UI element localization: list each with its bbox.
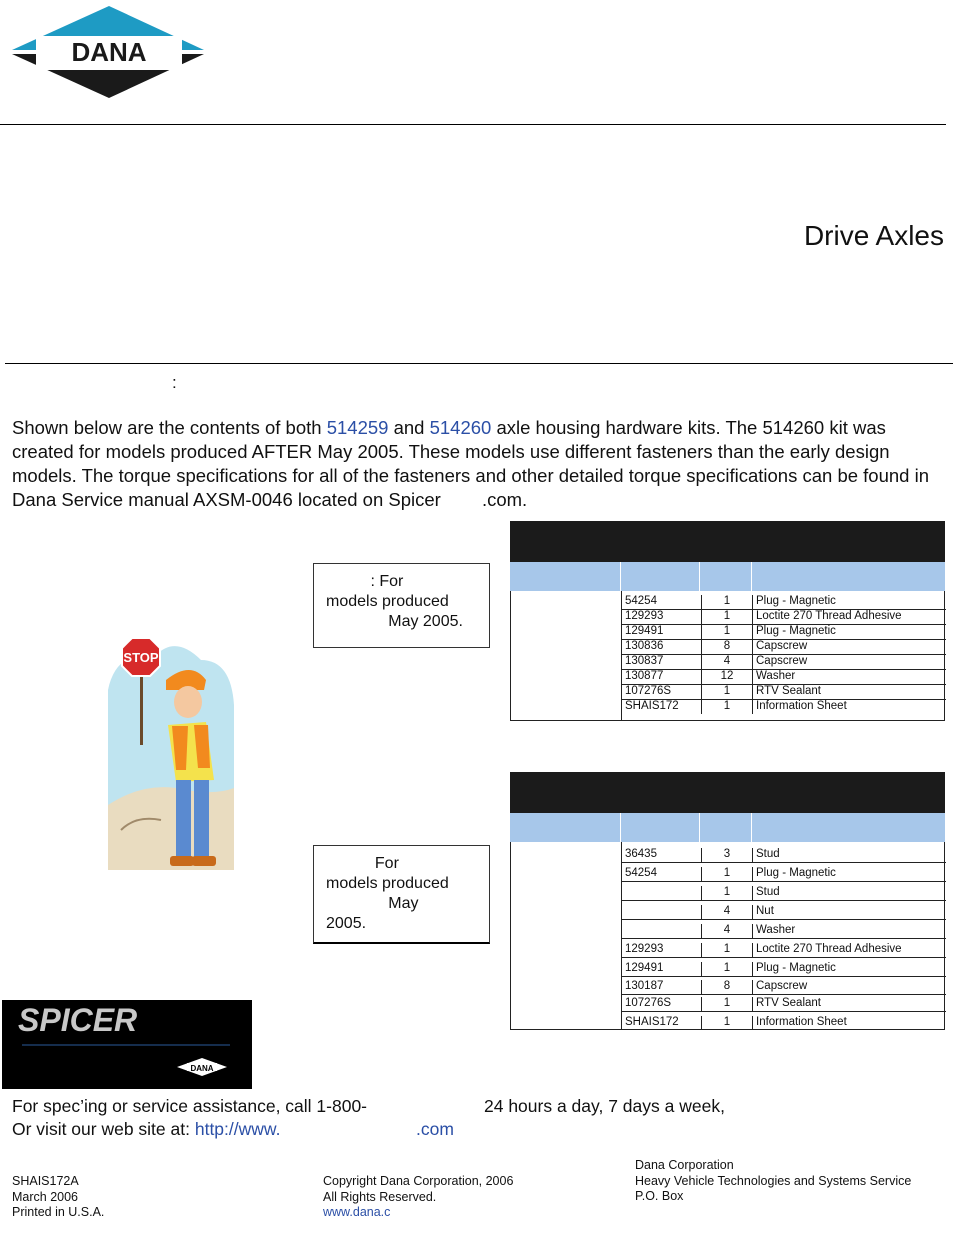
table-row: 129491 1 Plug - Magnetic — [622, 958, 946, 977]
kit-table-subheader — [510, 813, 945, 842]
kit-name-cell — [511, 842, 622, 1030]
table-row: 130836 8 Capscrew — [622, 640, 946, 655]
kit-table-514260 — [510, 772, 945, 1030]
title-divider — [5, 363, 953, 364]
header-divider — [0, 124, 946, 125]
kit-name-cell — [511, 591, 622, 720]
table-row: 129293 1 Loctite 270 Thread Adhesive — [622, 610, 946, 625]
website-suffix — [416, 1118, 454, 1141]
dana-logo — [10, 2, 208, 102]
section-colon: : — [172, 373, 177, 392]
flagger-illustration — [106, 630, 236, 870]
spicer-logo — [2, 1000, 252, 1089]
table-row: 54254 1 Plug - Magnetic — [622, 863, 946, 882]
kit-table-header — [510, 521, 945, 562]
kit-table-514259 — [510, 521, 945, 721]
footer-doc-info: SHAIS172A March 2006 Printed in U.S.A. — [12, 1174, 105, 1219]
callout-late-models: For models produced May 2005. — [313, 845, 490, 944]
table-row: 130187 8 Capscrew — [622, 977, 946, 995]
kit-link-514260[interactable]: 514260 — [429, 417, 492, 438]
website-link[interactable]: http://www. — [194, 1119, 281, 1139]
table-row: 4 Nut — [622, 901, 946, 920]
footer-address: Dana Corporation Heavy Vehicle Technologies and Systems Service P.O. Box — [635, 1158, 912, 1203]
table-row: 107276S 1 RTV Sealant — [622, 995, 946, 1012]
callout-early-models: : For models produced May 2005. — [313, 563, 490, 648]
intro-paragraph: Shown below are the contents of both 514259 and 514260 axle housing hardware kits. The 514260 kit was created for models produced AFTER May 2005. These models use different fasteners than the early design models. The torque specifications for all of the fasteners and other detailed torque specifications can be found in Dana Service manual AXSM-0046 located on Spicer .com. — [12, 417, 929, 510]
table-row: 107276S 1 RTV Sealant — [622, 685, 946, 700]
kit-link-514259[interactable]: 514259 — [326, 417, 389, 438]
website-link-suffix[interactable]: .com — [416, 1119, 454, 1139]
assistance-hours: 24 hours a day, 7 days a week, — [484, 1096, 725, 1116]
table-row: 130877 12 Washer — [622, 670, 946, 685]
assistance-line: For spec’ing or service assistance, call 1-800- — [12, 1096, 368, 1116]
table-row: 54254 1 Plug - Magnetic — [622, 595, 946, 610]
table-row: SHAIS172 1 Information Sheet — [625, 700, 847, 712]
table-row: SHAIS172 1 Information Sheet — [625, 1016, 847, 1028]
logo-text: DANA — [71, 37, 147, 67]
kit-table-header — [510, 772, 945, 813]
table-row: 1 Stud — [622, 882, 946, 901]
table-row: 130837 4 Capscrew — [622, 655, 946, 670]
dana-website-link[interactable]: www.dana.c — [323, 1205, 391, 1219]
table-row: 36435 3 Stud — [622, 844, 946, 863]
kit-table-subheader — [510, 562, 945, 591]
website-line: Or visit our web site at: http://www. — [12, 1119, 281, 1139]
spicer-dana-text: DANA — [190, 1064, 214, 1073]
page-title: Drive Axles — [803, 220, 944, 251]
table-row: 4 Washer — [622, 920, 946, 939]
table-row: 129491 1 Plug - Magnetic — [622, 625, 946, 640]
table-row: 129293 1 Loctite 270 Thread Adhesive — [622, 939, 946, 958]
footer-copyright: Copyright Dana Corporation, 2006 All Rights Reserved. www.dana.c — [323, 1174, 514, 1219]
spicer-brand-text: SPICER — [18, 1002, 138, 1038]
stop-sign-text: STOP — [123, 650, 159, 665]
